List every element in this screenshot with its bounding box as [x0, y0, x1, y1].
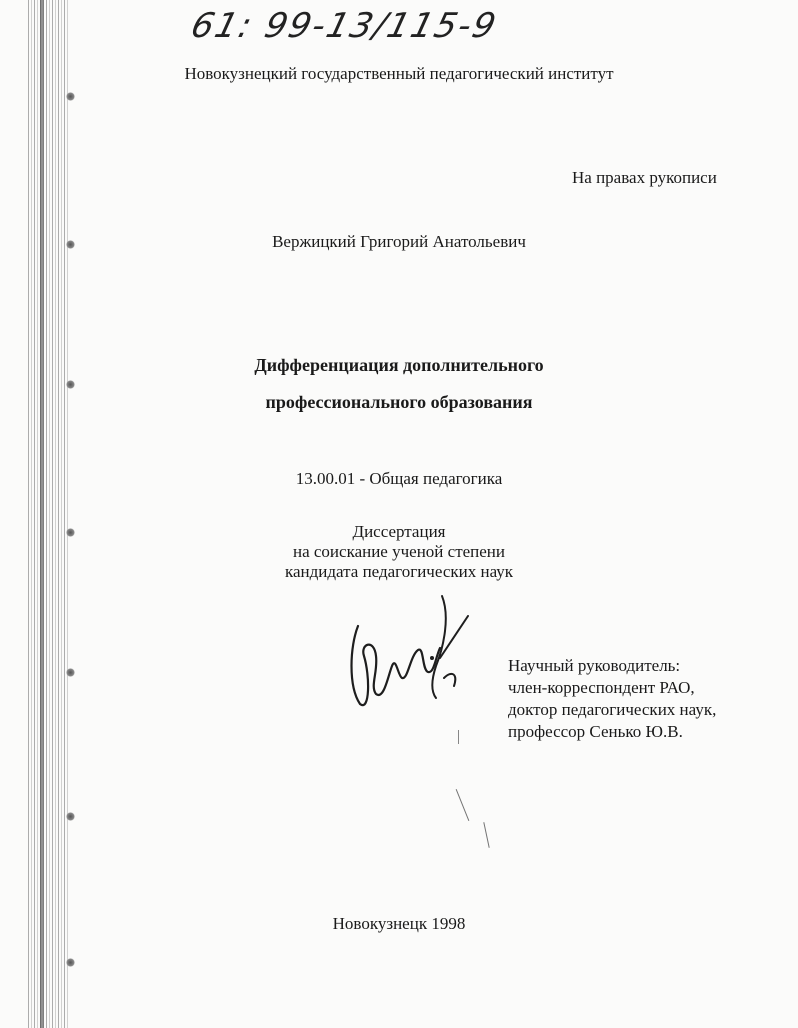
- supervisor-line-3: доктор педагогических наук,: [508, 700, 717, 719]
- binding-strip: [28, 0, 70, 1028]
- specialty: 13.00.01 - Общая педагогика: [295, 469, 503, 488]
- scan-artifact: [456, 789, 470, 821]
- archive-code: 61: 99-13/115-9: [187, 6, 502, 46]
- scan-artifact: [483, 822, 489, 848]
- punch-hole: [66, 380, 75, 389]
- title-line-2: профессионального образования: [265, 392, 533, 412]
- work-type-line-3: кандидата педагогических наук: [284, 562, 514, 581]
- work-type-line-1: Диссертация: [352, 522, 446, 541]
- supervisor-line-1: Научный руководитель:: [508, 656, 681, 675]
- scan-artifact: [458, 730, 459, 744]
- punch-hole: [66, 92, 75, 101]
- binding-edge: [40, 0, 44, 1028]
- work-type-line-2: на соискание ученой степени: [292, 542, 506, 561]
- title-line-1: Дифференциация дополнительного: [254, 355, 544, 375]
- city-year: Новокузнецк 1998: [332, 914, 466, 933]
- punch-hole: [66, 958, 75, 967]
- signature: [340, 586, 480, 716]
- supervisor-line-4: профессор Сенько Ю.В.: [508, 722, 683, 741]
- rights-note: На правах рукописи: [572, 168, 717, 187]
- supervisor-line-2: член-корреспондент РАО,: [508, 678, 695, 697]
- author-name: Вержицкий Григорий Анатольевич: [272, 232, 526, 251]
- institution-name: Новокузнецкий государственный педагогический институт: [184, 64, 614, 83]
- punch-hole: [66, 668, 75, 677]
- punch-hole: [66, 812, 75, 821]
